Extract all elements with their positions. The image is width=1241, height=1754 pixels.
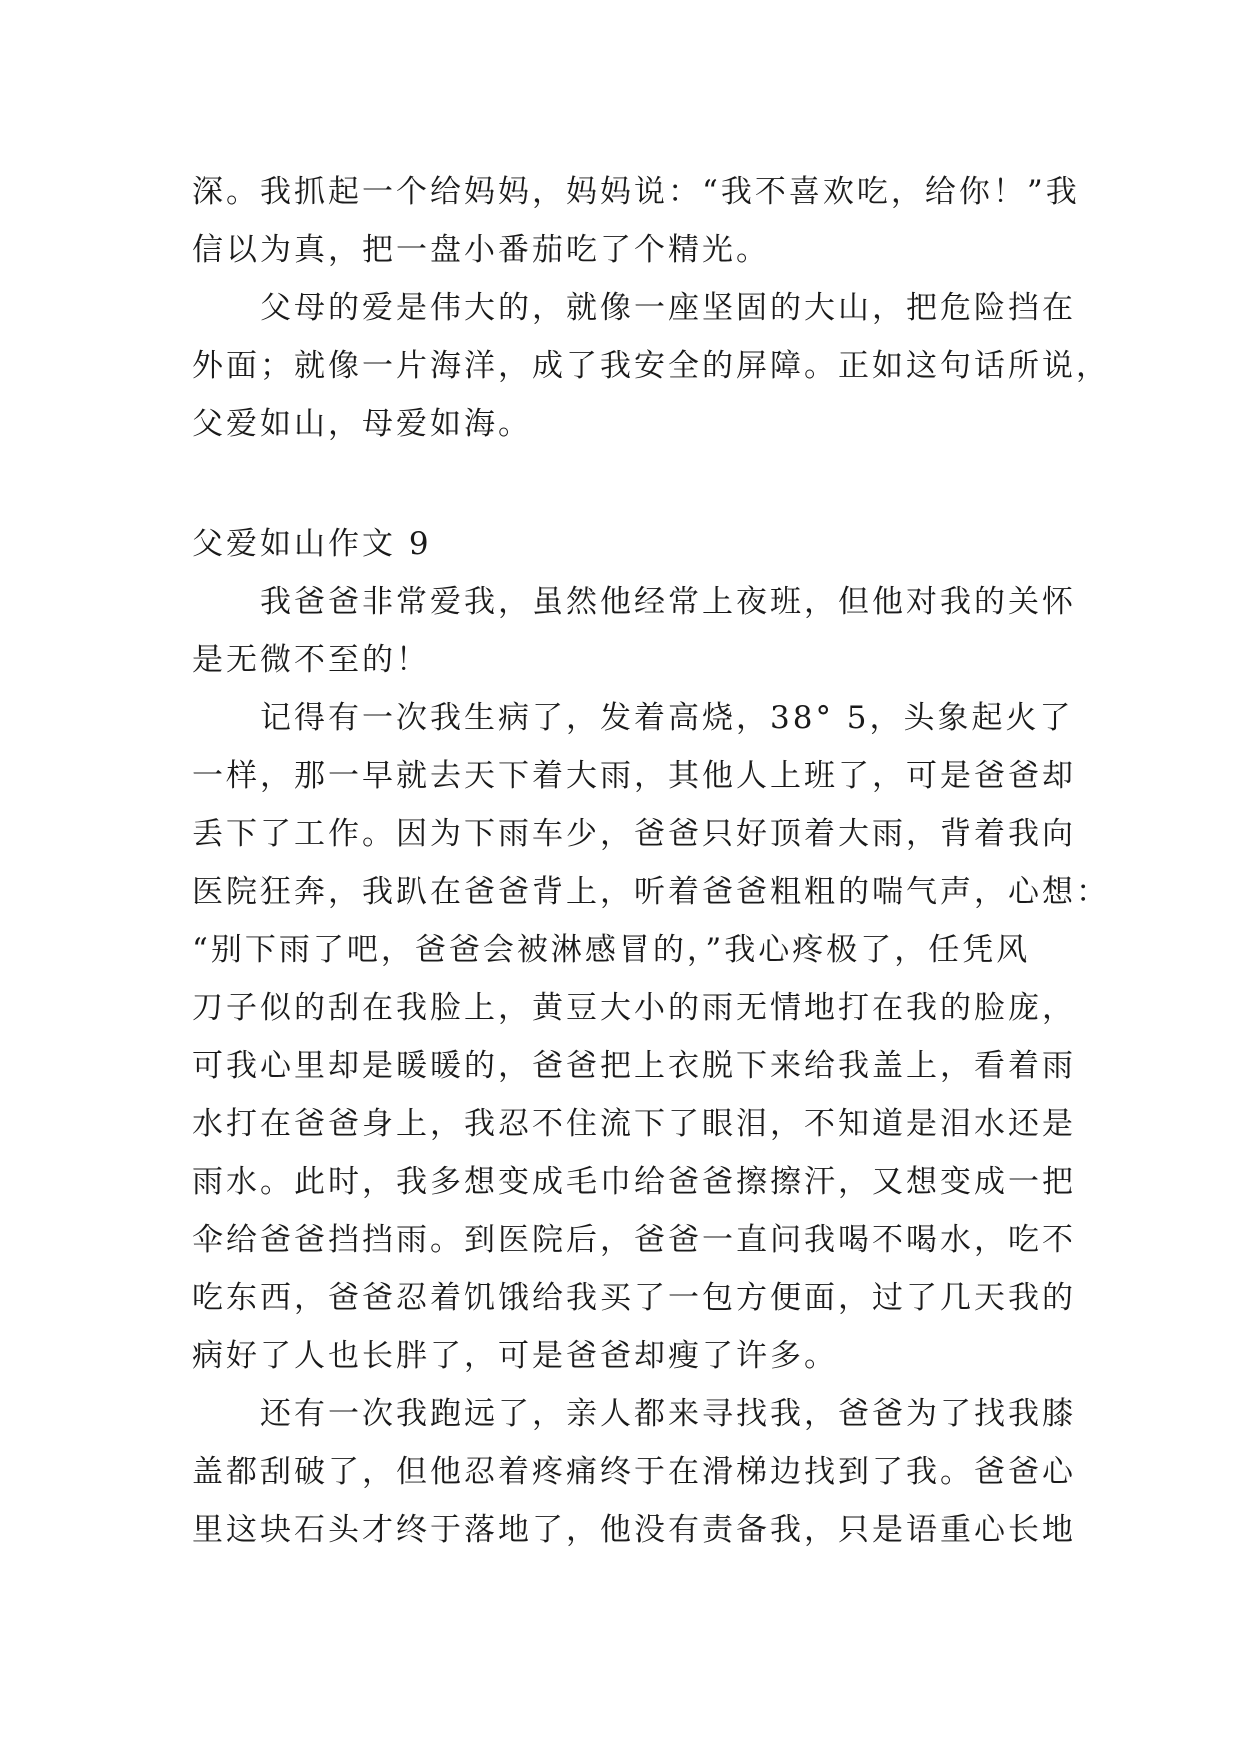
- paragraph-line: 外面；就像一片海洋，成了我安全的屏障。正如这句话所说，: [192, 348, 1110, 384]
- paragraph-line: 信以为真，把一盘小番茄吃了个精光。: [192, 232, 770, 268]
- paragraph-line: “别下雨了吧，爸爸会被淋感冒的，”我心疼极了，任凭风: [192, 932, 1031, 968]
- paragraph-line: 还有一次我跑远了，亲人都来寻找我，爸爸为了找我膝: [260, 1396, 1076, 1432]
- paragraph-line: 丢下了工作。因为下雨车少，爸爸只好顶着大雨，背着我向: [192, 816, 1076, 852]
- paragraph-line: 水打在爸爸身上，我忍不住流下了眼泪，不知道是泪水还是: [192, 1106, 1076, 1142]
- paragraph-line: 是无微不至的！: [192, 642, 430, 678]
- paragraph-2: [192, 689, 1110, 1385]
- paragraph-line: 一样，那一早就去天下着大雨，其他人上班了，可是爸爸却: [192, 758, 1076, 794]
- paragraph-3: [192, 1385, 1076, 1559]
- paragraph-1: [192, 573, 1076, 689]
- paragraph-line: 吃东西，爸爸忍着饥饿给我买了一包方便面，过了几天我的: [192, 1280, 1076, 1316]
- section-title: 父爱如山作文 9: [192, 526, 432, 562]
- paragraph-line: 医院狂奔，我趴在爸爸背上，听着爸爸粗粗的喘气声，心想：: [192, 874, 1110, 910]
- paragraph-line: 刀子似的刮在我脸上，黄豆大小的雨无情地打在我的脸庞，: [192, 990, 1076, 1026]
- paragraph-line: 父爱如山，母爱如海。: [192, 406, 532, 442]
- document-body: [192, 163, 1110, 1559]
- paragraph-line: 里这块石头才终于落地了，他没有责备我，只是语重心长地: [192, 1512, 1076, 1548]
- paragraph-line: 雨水。此时，我多想变成毛巾给爸爸擦擦汗，又想变成一把: [192, 1164, 1076, 1200]
- paragraph-line: 深。我抓起一个给妈妈，妈妈说：“我不喜欢吃，给你！”我: [192, 174, 1080, 210]
- paragraph-line: 我爸爸非常爱我，虽然他经常上夜班，但他对我的关怀: [260, 584, 1076, 620]
- intro-paragraph: [192, 163, 1080, 279]
- paragraph-line: 伞给爸爸挡挡雨。到医院后，爸爸一直问我喝不喝水，吃不: [192, 1222, 1076, 1258]
- paragraph-line: 可我心里却是暖暖的，爸爸把上衣脱下来给我盖上，看着雨: [192, 1048, 1076, 1084]
- paragraph-line: 父母的爱是伟大的，就像一座坚固的大山，把危险挡在: [260, 290, 1076, 326]
- paragraph-line: 盖都刮破了，但他忍着疼痛终于在滑梯边找到了我。爸爸心: [192, 1454, 1076, 1490]
- closing-paragraph: [192, 279, 1110, 453]
- section-spacer: [192, 453, 1060, 515]
- paragraph-line: 记得有一次我生病了，发着高烧，38° 5，头象起火了: [260, 700, 1074, 736]
- paragraph-line: 病好了人也长胖了，可是爸爸却瘦了许多。: [192, 1338, 838, 1374]
